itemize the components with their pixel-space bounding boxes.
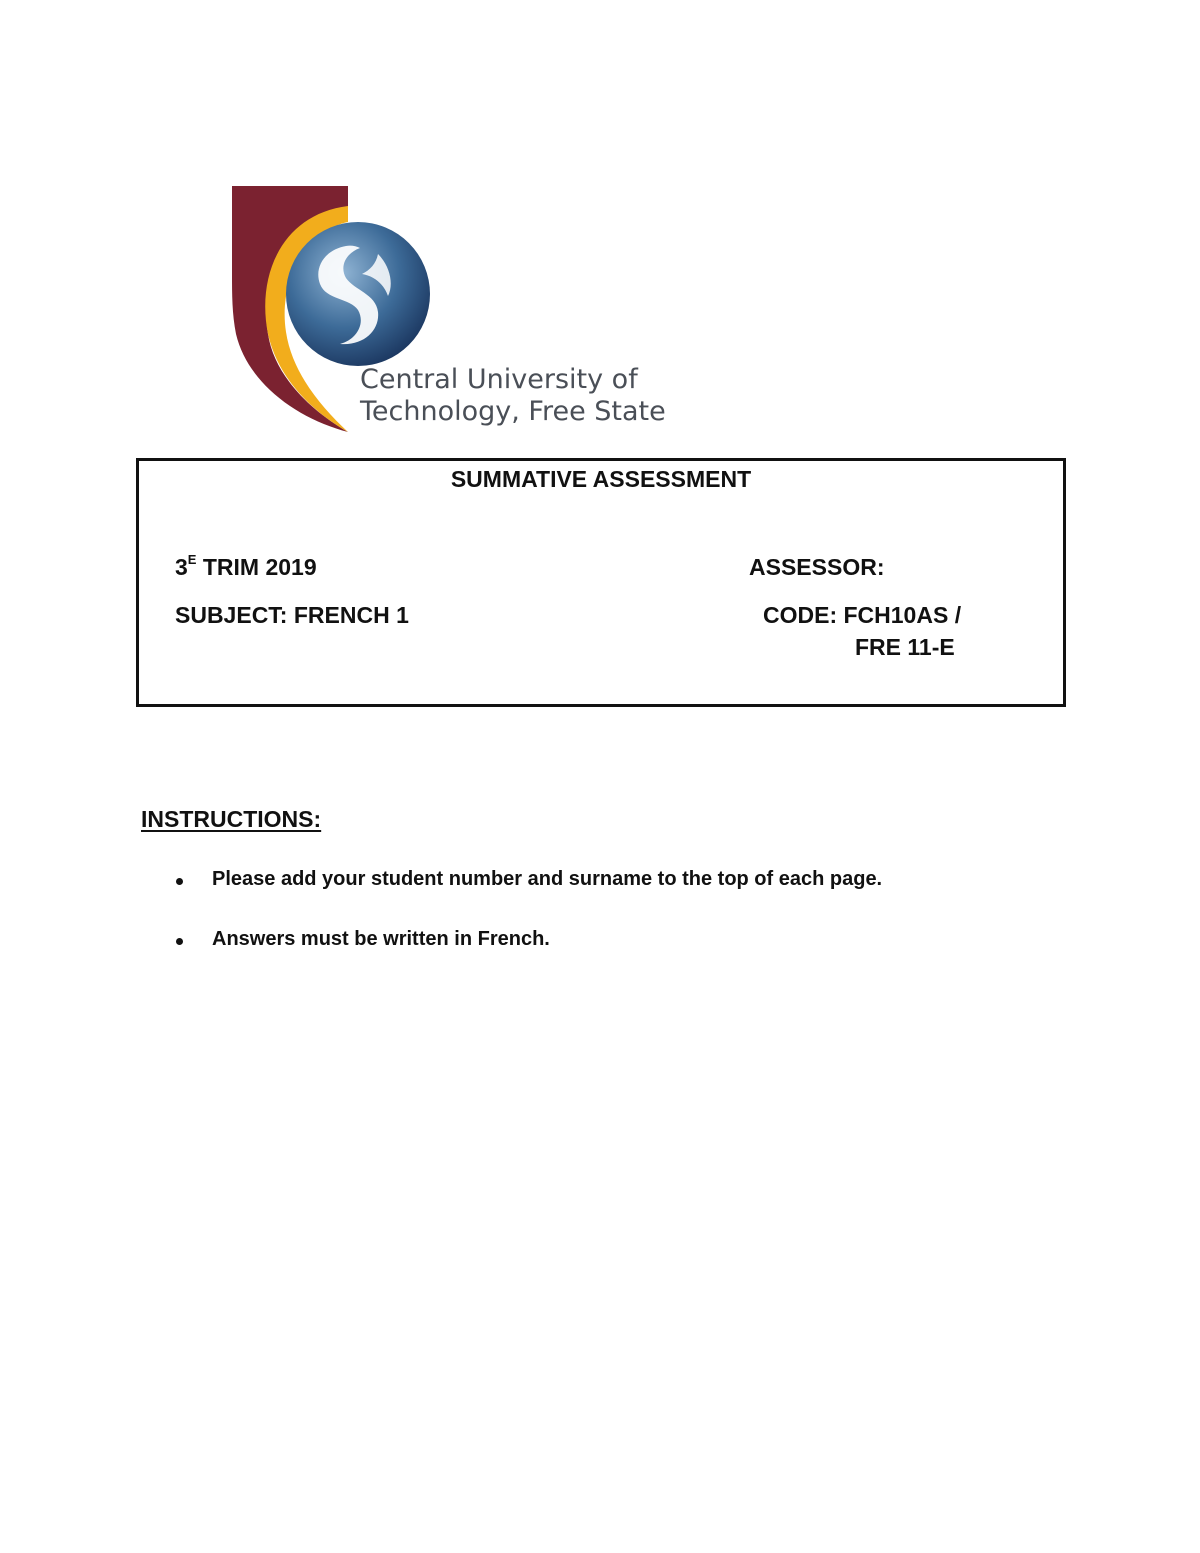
university-name bbox=[360, 364, 666, 428]
subject-label: SUBJECT: FRENCH 1 bbox=[175, 602, 409, 628]
term-number: 3 bbox=[175, 554, 188, 580]
university-logo bbox=[228, 184, 664, 434]
assessment-info-box bbox=[136, 458, 1066, 707]
term-rest: TRIM 2019 bbox=[196, 554, 317, 580]
university-name-line1: Central University of bbox=[360, 364, 638, 395]
term-label bbox=[175, 554, 317, 581]
bullet-icon bbox=[176, 938, 183, 945]
university-name-line2: Technology, Free State bbox=[360, 396, 666, 427]
assessor-label: ASSESSOR: bbox=[749, 554, 885, 580]
assessment-title: SUMMATIVE ASSESSMENT bbox=[450, 466, 752, 492]
term-superscript: E bbox=[187, 552, 197, 568]
code-label-line2: FRE 11-E bbox=[855, 634, 955, 660]
instruction-text: Please add your student number and surname to the top of each page. bbox=[212, 868, 883, 890]
bullet-icon bbox=[176, 878, 183, 885]
instruction-text: Answers must be written in French. bbox=[212, 928, 550, 950]
instructions-heading: INSTRUCTIONS: bbox=[141, 806, 322, 832]
code-label-line1: CODE: FCH10AS / bbox=[763, 602, 962, 628]
university-emblem-icon bbox=[228, 184, 358, 434]
